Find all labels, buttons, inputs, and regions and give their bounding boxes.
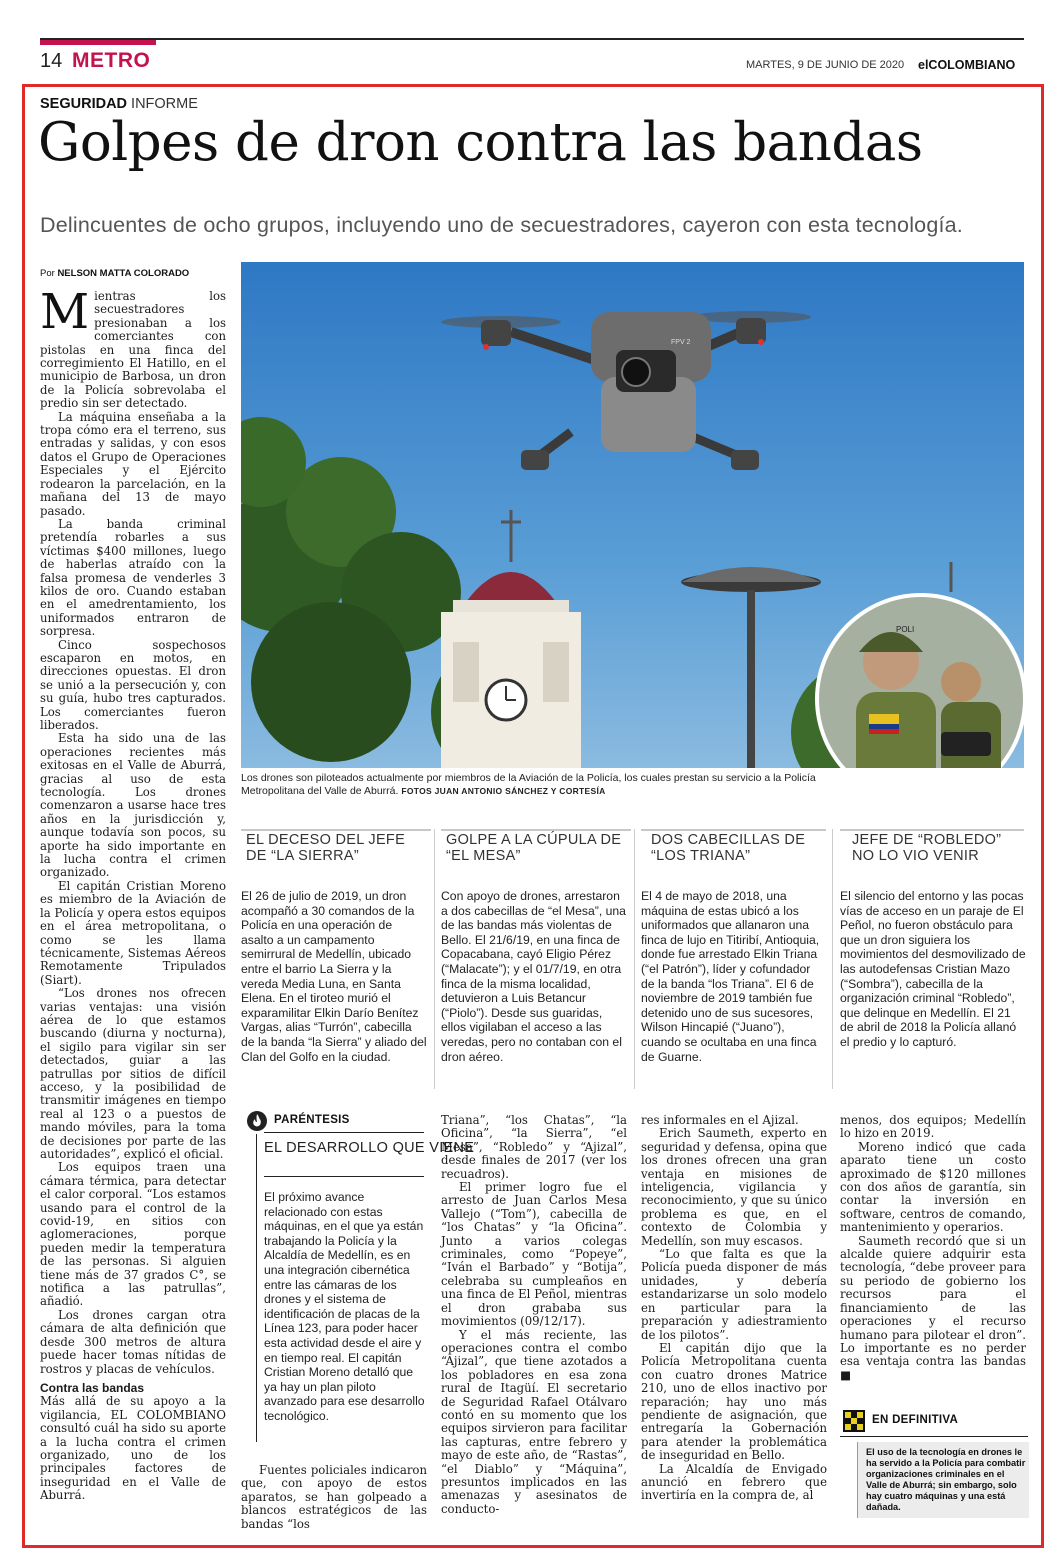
kicker (40, 96, 198, 112)
byline-author: NELSON MATTA COLORADO (57, 268, 190, 279)
parentesis-rule (256, 1134, 257, 1442)
lead-text: ientras los secuestradores presionaban a los comerciantes con pistolas en una finca del corregimiento El Hatillo, en el municipio de Barbosa, un dron de la Policía sobrevolaba el predio sin ser detectado. (40, 289, 226, 411)
box-rule (241, 829, 431, 831)
column-separator (434, 829, 435, 1089)
body-paragraph: Esta ha sido una de las operaciones recientes más exitosas en el Valle de Aburrá, gracias al uso de esta tecnología. Los drones comenzaron a usarse hace tres años en la jurisdicción y, aunque todavía son pocos, su aporte ha sido importante en la lucha contra el crimen organizado. (40, 731, 226, 880)
body-paragraph: Los equipos traen una cámara térmica, para detectar el calor corporal. “Los estamos usando para el control de la covid-19, en sitios con aglomeraciones, porque pueden medir la temperatura de las personas. Si alguien tiene más de 37 grados C°, se notifica a las patrullas”, añadió. (40, 1160, 226, 1309)
photo-caption (241, 772, 831, 798)
subhead: Contra las bandas (40, 1380, 145, 1395)
top-rule (40, 38, 1024, 40)
end-mark: ■ (840, 1367, 852, 1382)
box-title: EL DECESO DEL JEFE DE “LA SIERRA” (246, 832, 406, 864)
newspaper-name: elCOLOMBIANO (918, 58, 1016, 72)
body-paragraph: Triana”, “los Chatas”, “la Oficina”, “la Sierra”, “el Mesa”, “Robledo” y “Ajizal”, desde finales de 2017 (ver los recuadros). (441, 1113, 627, 1181)
body-paragraph: “Los drones nos ofrecen varias ventajas: una visión aérea de lo que estamos buscando (diurna y nocturna), el sigilo para vigilar sin ser detectados, guiar a las patrullas por sitios de difícil acceso, y la posibilidad de transmitir imágenes en tiempo real al 123 o a puestos de mando móviles, para la toma de decisiones por parte de las autoridades”, explicó el oficial. (40, 986, 226, 1161)
body-paragraph: El capitán Cristian Moreno es miembro de la Aviación de la Policía y opera estos equipos en el área metropolitana, o como se les llama técnicamente, Sistemas Aéreos Remotamente Tripulados (Siart). (40, 878, 226, 987)
box-title: DOS CABECILLAS DE “LOS TRIANA” (651, 832, 806, 864)
byline-prefix: Por (40, 268, 55, 279)
closing-text: Saumeth recordó que si un alcalde quiere adquirir esta tecnología, “debe proveer para su periodo de gobierno los recursos para el financiamiento de las operaciones y el recurso humano para pilotear el dron”. Lo importante es no perder esa ventaja contra las bandas (840, 1233, 1026, 1369)
body-paragraph: res informales en el Ajizal. (641, 1113, 799, 1127)
body-paragraph: “Lo que falta es que la Policía pueda disponer de más unidades, y debería estandarizarse un solo modelo en particular para la preparación y adiestramiento de los pilotos”. (641, 1247, 827, 1342)
section-name: METRO (72, 49, 151, 72)
byline (40, 268, 189, 279)
kicker-type: INFORME (131, 96, 198, 112)
patch-text: POLI (896, 625, 915, 634)
parentesis-text: El próximo avance relacionado con estas máquinas, en el que ya están trabajando la Policía y la Alcaldía de Medellín, es en una integración cibernética entre las cámaras de los drones y el sistema de identificación de placas de la Línea 123, para poder hacer esta actividad desde el aire y en tiempo real. El capitán Cristian Moreno detalló que ya hay un plan piloto avanzado para ese desarrollo tecnológico. (264, 1190, 425, 1423)
body-column-3 (441, 1114, 627, 1516)
lead-paragraph (40, 284, 226, 411)
body-paragraph (840, 1235, 1026, 1382)
parentesis-title: EL DESARROLLO QUE VIENE (264, 1140, 475, 1156)
section-accent-bar (40, 40, 156, 45)
parentesis-rule (264, 1176, 424, 1177)
body-paragraph: Cinco sospechosos escaparon en motos, en direcciones opuestas. El dron se unió a la persecución y, con su guía, hubo tres capturados. Los comerciantes fueron liberados. (40, 637, 226, 732)
kicker-section: SEGURIDAD (40, 96, 128, 112)
box-rule (441, 829, 631, 831)
drop-cap: M (40, 284, 90, 340)
body-paragraph: La banda criminal pretendía robarles a sus víctimas $400 millones, luego de haberlas atraído con la falsa promesa de venderles 3 kilos de oro. Cuando estaban en el amedrentamiento, los uniformados entraron de sorpresa. (40, 516, 226, 639)
page-number: 14 (40, 50, 63, 72)
issue-date: MARTES, 9 DE JUNIO DE 2020 (746, 59, 905, 71)
box-text: El 26 de julio de 2019, un dron acompañó a 30 comandos de la Policía en una operación de asalto a un campamento semirrural de Medellín, ubicado entre el barrio La Sierra y la vereda Media Luna, en Santa Elena. En el tiroteo murió el exparamilitar Elkin Darío Benítez Vargas, alias “Turrón”, cabecilla de la banda “la Sierra” y aliado del Clan del Golfo en la ciudad. (241, 889, 427, 1064)
headline: Golpes de dron contra las bandas (38, 112, 923, 173)
en-definitiva-label: EN DEFINITIVA (872, 1414, 959, 1426)
drone-model-label: FPV 2 (671, 339, 691, 346)
column-separator (832, 829, 833, 1089)
box-rule (840, 829, 1024, 831)
body-paragraph: Más allá de su apoyo a la vigilancia, EL COLOMBIANO consultó cuál ha sido su aporte a la lucha contra el crimen organizado, uno de los principales factores de inseguridad en el Valle de Aburrá. (40, 1394, 226, 1503)
flame-icon (247, 1111, 267, 1131)
box-text: El 4 de mayo de 2018, una máquina de estas ubicó a los uniformados que allanaron una finca de lujo en Titiribí, Antioquia, donde fue arrestado Elkin Triana (“el Patrón”), líder y cofundador de la banda “los Triana”. El 6 de noviembre de 2019 también fue detenido uno de sus sucesores, Wilson Hincapié (“Juano”), cuando se ocultaba en una finca de Guarne. (641, 889, 820, 1064)
body-paragraph: El capitán dijo que la Policía Metropolitana cuenta con cuatro drones Matrice 210, uno de ellos inactivo por reparación; hay uno más pendiente de asignación, que entregaría la Gobernación para atender la problemática de inseguridad en Bello. (641, 1340, 827, 1463)
deck: Delincuentes de ocho grupos, incluyendo uno de secuestradores, cayeron con esta tecnología. (40, 213, 963, 237)
box-rule (641, 829, 826, 831)
column-separator (634, 829, 635, 1089)
body-paragraph: La máquina enseñaba a la tropa cómo era el terreno, sus entradas y salidas, y con esos datos el Grupo de Operaciones Especiales y el Ejército rodearon la parcelación, en la mañana del 13 de mayo pasado. (40, 409, 226, 518)
body-paragraph: Erich Saumeth, experto en seguridad y defensa, opina que los drones ofrecen una gran ventaja en misiones de inteligencia, vigilancia y reconocimiento, y que su único problema es que, en el contexto de Colombia y Medellín, son muy escasos. (641, 1126, 827, 1248)
body-paragraph: menos, dos equipos; Medellín lo hizo en 2019. (840, 1113, 1026, 1141)
body-column-2-tail (241, 1464, 427, 1531)
parentesis-rule (264, 1132, 424, 1133)
body-paragraph: Y el más reciente, las operaciones contra el combo “Ajizal”, que tiene azotados a los pobladores en esa zona rural de Itagüí. El secretario de Seguridad Rafael Otálvaro contó en su momento que los equipos sirvieron para facilitar las capturas, entre febrero y mayo de este año, de “Rastas”, “el Diablo” y “Máquina”, presuntos implicados en las amenazas y asesinatos de conducto- (441, 1327, 627, 1516)
body-paragraph: Fuentes policiales indicaron que, con apoyo de estos aparatos, se han golpeado a blancos estratégicos de las bandas “los (241, 1463, 427, 1531)
parentesis-label: PARÉNTESIS (274, 1114, 350, 1126)
caption-text: Los drones son piloteados actualmente por miembros de la Aviación de la Policía, los cuales prestan su servicio a la Policía Metropolitana del Valle de Aburrá. (241, 772, 816, 797)
body-paragraph: Moreno indicó que cada aparato tiene un costo aproximado de $120 millones con dos años de garantía, sin contar la inversión en software, centros de comando, mantenimiento y operarios. (840, 1139, 1026, 1235)
body-paragraph: El primer logro fue el arresto de Juan Carlos Mesa Vallejo (“Tom”), cabecilla de “los Chatas” y “la Oficina”. Junto a varios colegas criminales, como “Popeye”, “Iván el Barbado” y “Botija”, celebraba su cumpleaños en una finca de El Peñol, mientras el dron grababa sus movimientos (09/12/17). (441, 1180, 627, 1329)
body-column-4 (641, 1114, 827, 1503)
body-paragraph: La Alcaldía de Envigado anunció en febrero que invertiría en la compra de, al (641, 1461, 827, 1503)
en-definitiva-rule (840, 1436, 1028, 1437)
box-title: GOLPE A LA CÚPULA DE “EL MESA” (446, 832, 622, 864)
checkered-icon (843, 1410, 865, 1432)
box-title: JEFE DE “ROBLEDO” NO LO VIO VENIR (852, 832, 1002, 864)
box-text: Con apoyo de drones, arrestaron a dos cabecillas de “el Mesa”, una de las bandas más violentas de Bello. El 21/6/19, en una finca de Copacabana, cayó Eligio Pérez (“Malacate”); y el 01/7/19, en otra finca de la misma localidad, detuvieron a Luis Betancur (“Piolo”). Desde sus guaridas, ellos vigilaban el acceso a las veredas, pero no contaban con el dron aéreo. (441, 889, 626, 1064)
drone-photo-illustration (241, 262, 1024, 768)
box-text: El silencio del entorno y las pocas vías de acceso en un paraje de El Peñol, no fueron obstáculo para que un dron siguiera los movimientos del desmovilizado de las autodefensas Cristian Mazo (“Sombra”), cabecilla de la organización criminal “Robledo”, que delinque en Medellín. El 21 de abril de 2018 la Policía allanó el predio y lo capturó. (840, 889, 1026, 1049)
body-column-5 (840, 1114, 1026, 1382)
en-definitiva-text: El uso de la tecnología en drones le ha servido a la Policía para combatir organizaciones criminales en el Valle de Aburrá; sin embargo, solo hay cuatro máquinas y una está dañada. (866, 1447, 1026, 1512)
body-column-1 (40, 284, 226, 1503)
body-paragraph: Los drones cargan otra cámara de alta definición que desde 300 metros de altura puede hacer tomas nítidas de rostros y placas de vehículos. (40, 1307, 226, 1376)
main-photo (241, 262, 1024, 768)
photo-credit: FOTOS JUAN ANTONIO SÁNCHEZ Y CORTESÍA (401, 786, 606, 796)
